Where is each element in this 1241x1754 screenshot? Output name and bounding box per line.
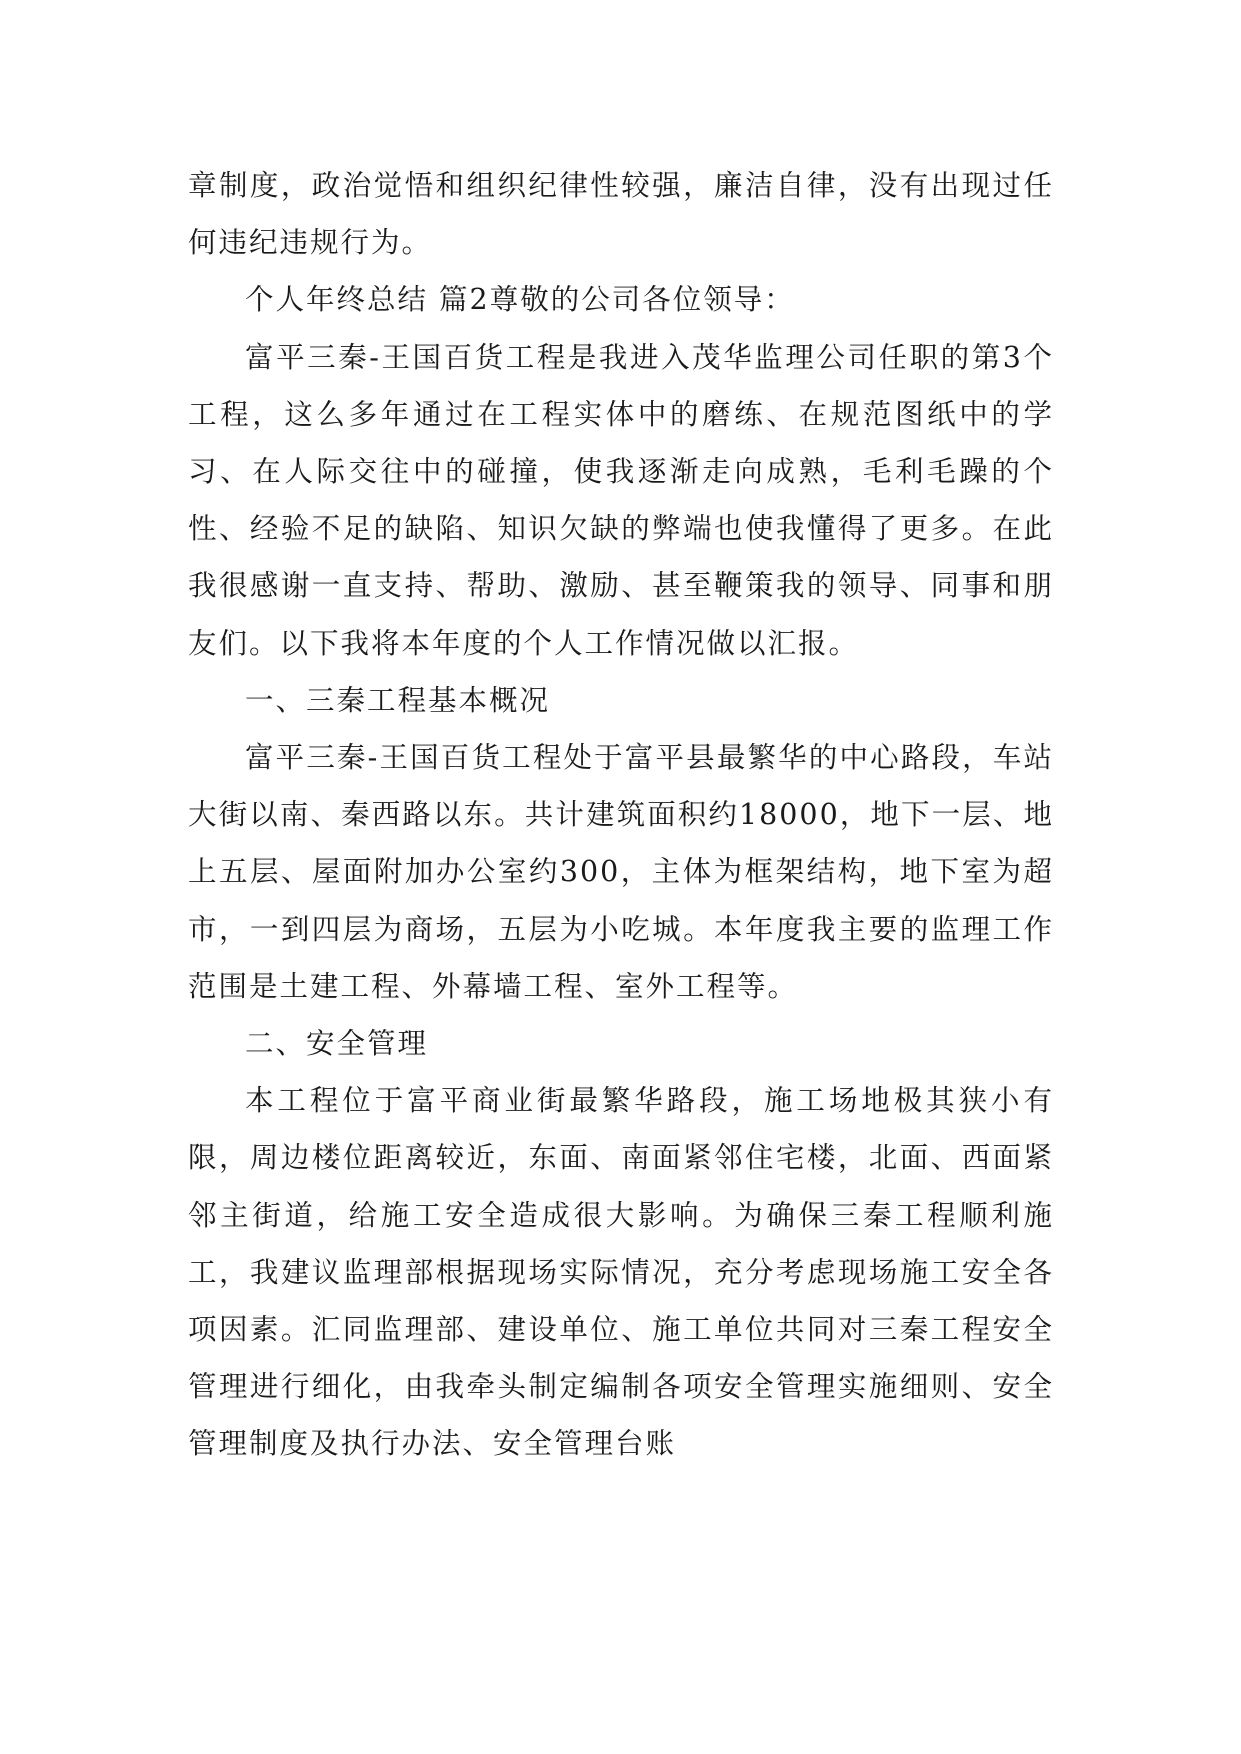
paragraph-overview: 富平三秦-王国百货工程处于富平县最繁华的中心路段，车站大街以南、秦西路以东。共计建筑面积约18000，地下一层、地上五层、屋面附加办公室约300，主体为框架结构，地下室为超市，一到四层为商场，五层为小吃城。本年度我主要的监理工作范围是土建工程、外幕墙工程、室外工程等。 [188, 741, 1054, 1003]
document-body [188, 157, 1054, 1473]
paragraph-intro: 富平三秦-王国百货工程是我进入茂华监理公司任职的第3个工程，这么多年通过在工程实体中的磨练、在规范图纸中的学习、在人际交往中的碰撞，使我逐渐走向成熟，毛利毛躁的个性、经验不足的缺陷、知识欠缺的弊端也使我懂得了更多。在此我很感谢一直支持、帮助、激励、甚至鞭策我的领导、同事和朋友们。以下我将本年度的个人工作情况做以汇报。 [188, 340, 1054, 660]
section-heading-safety: 二、安全管理 [245, 1027, 429, 1061]
paragraph-heading-summary: 个人年终总结 篇2尊敬的公司各位领导： [245, 283, 795, 317]
paragraph-continuation: 章制度，政治觉悟和组织纪律性较强，廉洁自律，没有出现过任何违纪违规行为。 [188, 169, 1054, 260]
paragraph-safety: 本工程位于富平商业街最繁华路段，施工场地极其狭小有限，周边楼位距离较近，东面、南面紧邻住宅楼，北面、西面紧邻主街道，给施工安全造成很大影响。为确保三秦工程顺利施工，我建议监理部根据现场实际情况，充分考虑现场施工安全各项因素。汇同监理部、建设单位、施工单位共同对三秦工程安全管理进行细化，由我牵头制定编制各项安全管理实施细则、安全管理制度及执行办法、安全管理台账 [188, 1084, 1054, 1461]
section-heading-overview: 一、三秦工程基本概况 [245, 683, 551, 717]
